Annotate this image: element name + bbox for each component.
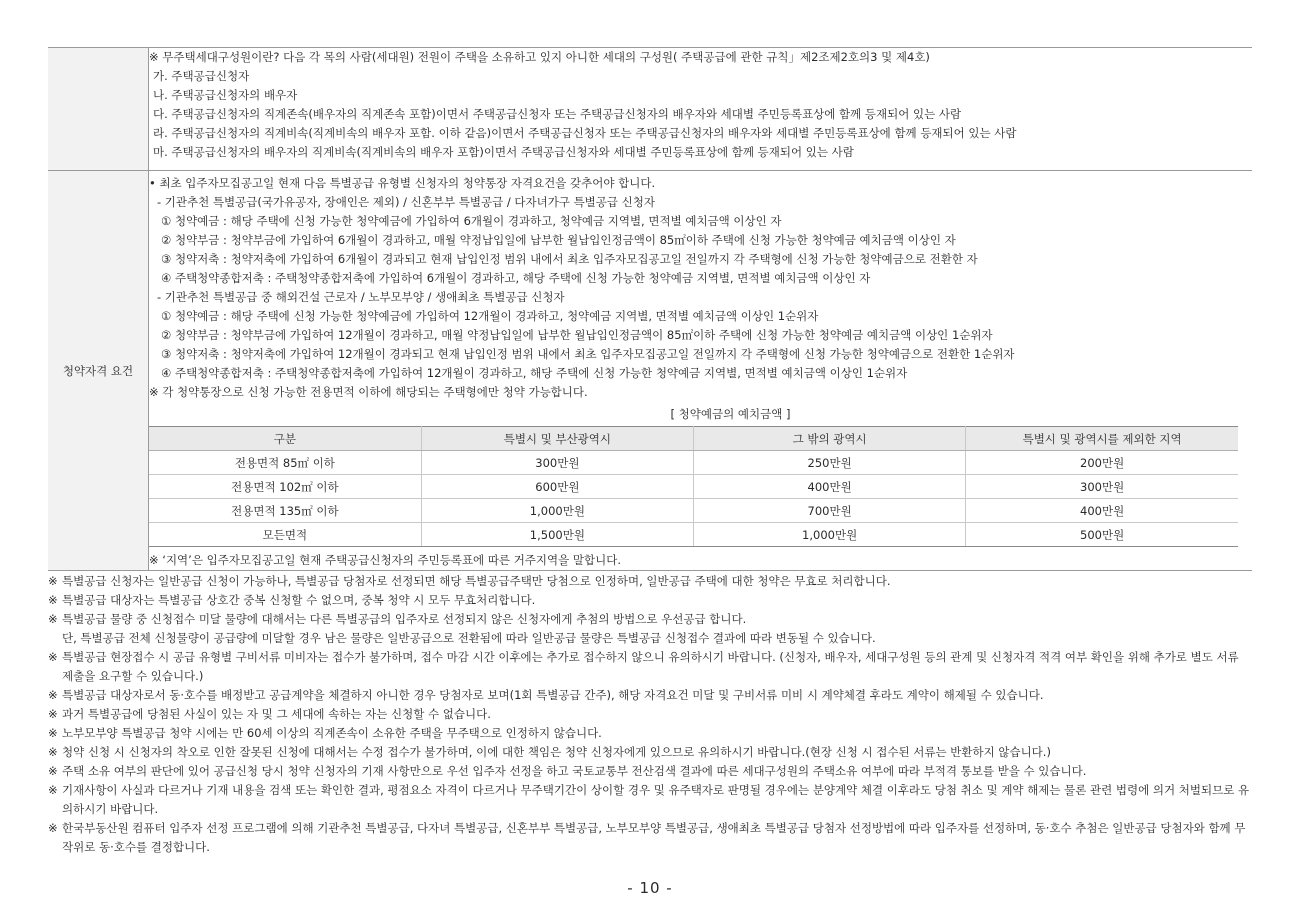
note-mark: ※ (48, 574, 58, 588)
note-text: 특별공급 물량 중 신청접수 미달 물량에 대해서는 다른 특별공급의 입주자로 선정되지 않은 신청자에게 추첨의 방법으로 우선공급 합니다. (62, 612, 747, 626)
subscription-eligibility-content (149, 171, 1253, 571)
note-text: 특별공급 대상자로서 동·호수를 배정받고 공급계약을 체결하지 아니한 경우 당첨자로 보며(1회 특별공급 간주), 해당 자격요건 미달 및 구비서류 미비 시 계약체결 후라도 계약이 해제될 수 있습니다. (62, 688, 1044, 702)
group2-title: - 기관추천 특별공급 중 해외건설 근로자 / 노부모부양 / 생애최초 특별공급 신청자 (157, 290, 565, 304)
note-text: 청약 신청 시 신청자의 착오로 인한 잘못된 신청에 대해서는 수정 접수가 불가하며, 이에 대한 책임은 청약 신청자에게 있으므로 유의하시기 바랍니다.(현장 신청 시 접수된 서류는 반환하지 않습니다.) (62, 745, 1051, 759)
table-row (149, 523, 1238, 547)
special-supply-notes (48, 572, 1252, 857)
table-cell: 400만원 (694, 475, 966, 499)
group2-item: ① 청약예금 : 해당 주택에 신청 가능한 청약예금에 가입하여 12개월이 경과하고, 청약예금 지역별, 면적별 예치금액 이상인 1순위자 (161, 309, 819, 323)
group1-item: ① 청약예금 : 해당 주택에 신청 가능한 청약예금에 가입하여 6개월이 경과하고, 청약예금 지역별, 면적별 예치금액 이상인 자 (161, 214, 782, 228)
table-cell: 400만원 (966, 499, 1238, 523)
group1-item: ② 청약부금 : 청약부금에 가입하여 6개월이 경과하고, 매월 약정납입일에 납부한 월납입인정금액이 85㎡이하 주택에 신청 가능한 청약예금 예치금액 이상인 자 (161, 233, 956, 247)
table-cell: 600만원 (421, 475, 693, 499)
subscription-eligibility-label: 청약자격 요건 (48, 171, 149, 571)
note-text: 특별공급 신청자는 일반공급 신청이 가능하나, 특별공급 당첨자로 선정되면 해당 특별공급주택만 당첨으로 인정하며, 일반공급 주택에 대한 청약은 무효로 처리합니다. (62, 574, 891, 588)
deposit-amount-table (149, 426, 1238, 547)
note-mark: ※ (48, 688, 58, 702)
definition-item: 나. 주택공급신청자의 배우자 (153, 88, 298, 102)
table-cell: 300만원 (966, 475, 1238, 499)
note-text: 단, 특별공급 전체 신청물량이 공급량에 미달할 경우 남은 물량은 일반공급으로 전환됨에 따라 일반공급 물량은 특별공급 신청접수 결과에 따라 변동될 수 있습니다. (62, 631, 876, 645)
note-item (48, 629, 1252, 648)
deposit-table-header: 특별시 및 부산광역시 (421, 427, 693, 451)
table-cell: 전용면적 85㎡ 이하 (149, 451, 421, 475)
homeless-definition-row (48, 48, 1252, 171)
deposit-table-caption: [ 청약예금의 예치금액 ] (670, 407, 791, 421)
subscription-eligibility-row (48, 171, 1252, 571)
area-note: ※ 각 청약통장으로 신청 가능한 전용면적 이하에 해당되는 주택형에만 청약 가능합니다. (149, 385, 588, 399)
group1-item: ③ 청약저축 : 청약저축에 가입하여 6개월이 경과되고 현재 납입인정 범위 내에서 최초 입주자모집공고일 전일까지 각 주택형에 신청 가능한 청약예금으로 전환한 자 (161, 252, 978, 266)
document-page (48, 47, 1252, 857)
note-item (48, 572, 1252, 591)
table-cell: 1,000만원 (421, 499, 693, 523)
note-text: 특별공급 현장접수 시 공급 유형별 구비서류 미비자는 접수가 불가하며, 접수 마감 시간 이후에는 추가로 접수하지 않으니 유의하시기 바랍니다. (신청자, 배우자, 세대구성원 등의 관계 및 신청자격 적격 여부 확인을 위해 추가로 별도 서류 제출을 요구할 수 있습니다.) (62, 650, 1239, 683)
eligibility-table (48, 47, 1252, 571)
group1-item: ④ 주택청약종합저축 : 주택청약종합저축에 가입하여 6개월이 경과하고, 해당 주택에 신청 가능한 청약예금 지역별, 면적별 예치금액 이상인 자 (161, 271, 871, 285)
note-text: 한국부동산원 컴퓨터 입주자 선정 프로그램에 의해 기관추천 특별공급, 다자녀 특별공급, 신혼부부 특별공급, 노부모부양 특별공급, 생애최초 특별공급 당첨자 선정방법에 따라 입주자를 선정하며, 동·호수 추첨은 일반공급 당첨자와 함께 무작위로 동·호수를 결정합니다. (62, 821, 1246, 854)
note-mark: ※ (48, 745, 58, 759)
note-mark: ※ (48, 764, 58, 778)
note-mark: ※ (48, 707, 58, 721)
table-row (149, 499, 1238, 523)
deposit-table-header: 구분 (149, 427, 421, 451)
note-mark: ※ (48, 593, 58, 607)
note-mark: ※ (48, 783, 58, 797)
note-mark: ※ (48, 612, 58, 626)
note-item (48, 610, 1252, 629)
table-cell: 전용면적 102㎡ 이하 (149, 475, 421, 499)
group2-item: ③ 청약저축 : 청약저축에 가입하여 12개월이 경과되고 현재 납입인정 범위 내에서 최초 입주자모집공고일 전일까지 각 주택형에 신청 가능한 청약예금으로 전환한 1순위자 (161, 347, 1015, 361)
note-mark: ※ (48, 650, 58, 664)
note-item (48, 819, 1252, 857)
table-row (149, 475, 1238, 499)
table-cell: 300만원 (421, 451, 693, 475)
note-item (48, 762, 1252, 781)
note-mark: ※ (48, 726, 58, 740)
note-text: 노부모부양 특별공급 청약 시에는 만 60세 이상의 직계존속이 소유한 주택을 무주택으로 인정하지 않습니다. (62, 726, 602, 740)
note-mark: ※ (48, 821, 58, 835)
group2-item: ② 청약부금 : 청약부금에 가입하여 12개월이 경과하고, 매월 약정납입일에 납부한 월납입인정금액이 85㎡이하 주택에 신청 가능한 청약예금 예치금액 이상인 1순위자 (161, 328, 993, 342)
table-cell: 모든면적 (149, 523, 421, 547)
definition-item: 마. 주택공급신청자의 배우자의 직계비속(직계비속의 배우자 포함)이면서 주택공급신청자와 세대별 주민등록표상에 함께 등재되어 있는 사람 (153, 145, 854, 159)
homeless-definition-content (149, 48, 1253, 171)
homeless-definition-intro: ※ 무주택세대구성원이란? 다음 각 목의 사람(세대원) 전원이 주택을 소유하고 있지 아니한 세대의 구성원( 주택공급에 관한 규칙」제2조제2호의3 및 제4호) (149, 50, 930, 64)
page-number: - 10 - (627, 879, 673, 897)
deposit-table-header: 그 밖의 광역시 (694, 427, 966, 451)
eligibility-bullet: • 최초 입주자모집공고일 현재 다음 특별공급 유형별 신청자의 청약통장 자격요건을 갖추어야 합니다. (149, 176, 656, 190)
deposit-table-header: 특별시 및 광역시를 제외한 지역 (966, 427, 1238, 451)
definition-item: 라. 주택공급신청자의 직계비속(직계비속의 배우자 포함. 이하 같음)이면서 주택공급신청자 또는 주택공급신청자의 배우자와 세대별 주민등록표상에 함께 등재되어 있는 사람 (153, 126, 1017, 140)
table-cell: 700만원 (694, 499, 966, 523)
table-cell: 1,000만원 (694, 523, 966, 547)
note-text: 주택 소유 여부의 판단에 있어 공급신청 당시 청약 신청자의 기재 사항만으로 우선 입주자 선정을 하고 국토교통부 전산검색 결과에 따른 세대구성원의 주택소유 여부에 따라 부적격 통보를 받을 수 있습니다. (62, 764, 1087, 778)
note-item (48, 724, 1252, 743)
note-item (48, 743, 1252, 762)
note-text: 특별공급 대상자는 특별공급 상호간 중복 신청할 수 없으며, 중복 청약 시 모두 무효처리합니다. (62, 593, 536, 607)
table-cell: 1,500만원 (421, 523, 693, 547)
definition-item: 다. 주택공급신청자의 직계존속(배우자의 직계존속 포함)이면서 주택공급신청자 또는 주택공급신청자의 배우자와 세대별 주민등록표상에 함께 등재되어 있는 사람 (153, 107, 962, 121)
empty-label-cell (48, 48, 149, 171)
group1-title: - 기관추천 특별공급(국가유공자, 장애인은 제외) / 신혼부부 특별공급 / 다자녀가구 특별공급 신청자 (157, 195, 655, 209)
table-cell: 500만원 (966, 523, 1238, 547)
definition-item: 가. 주택공급신청자 (153, 69, 250, 83)
table-cell: 200만원 (966, 451, 1238, 475)
note-item (48, 686, 1252, 705)
group2-item: ④ 주택청약종합저축 : 주택청약종합저축에 가입하여 12개월이 경과하고, 해당 주택에 신청 가능한 청약예금 지역별, 면적별 예치금액 이상인 1순위자 (161, 366, 908, 380)
deposit-table-header-row (149, 427, 1238, 451)
note-text: 과거 특별공급에 당첨된 사실이 있는 자 및 그 세대에 속하는 자는 신청할 수 없습니다. (62, 707, 491, 721)
note-item (48, 591, 1252, 610)
note-item (48, 648, 1252, 686)
table-row (149, 451, 1238, 475)
table-cell: 전용면적 135㎡ 이하 (149, 499, 421, 523)
note-item (48, 781, 1252, 819)
table-cell: 250만원 (694, 451, 966, 475)
region-note: ※ ‘지역’은 입주자모집공고일 현재 주택공급신청자의 주민등록표에 따른 거주지역을 말합니다. (149, 553, 621, 567)
note-item (48, 705, 1252, 724)
note-text: 기재사항이 사실과 다르거나 기재 내용을 검색 또는 확인한 결과, 평점요소 자격이 다르거나 무주택기간이 상이할 경우 및 유주택자로 판명될 경우에는 분양계약 체결 이후라도 당첨 취소 및 계약 해제는 물론 관련 법령에 의거 처벌되므로 유의하시기 바랍니다. (62, 783, 1250, 816)
